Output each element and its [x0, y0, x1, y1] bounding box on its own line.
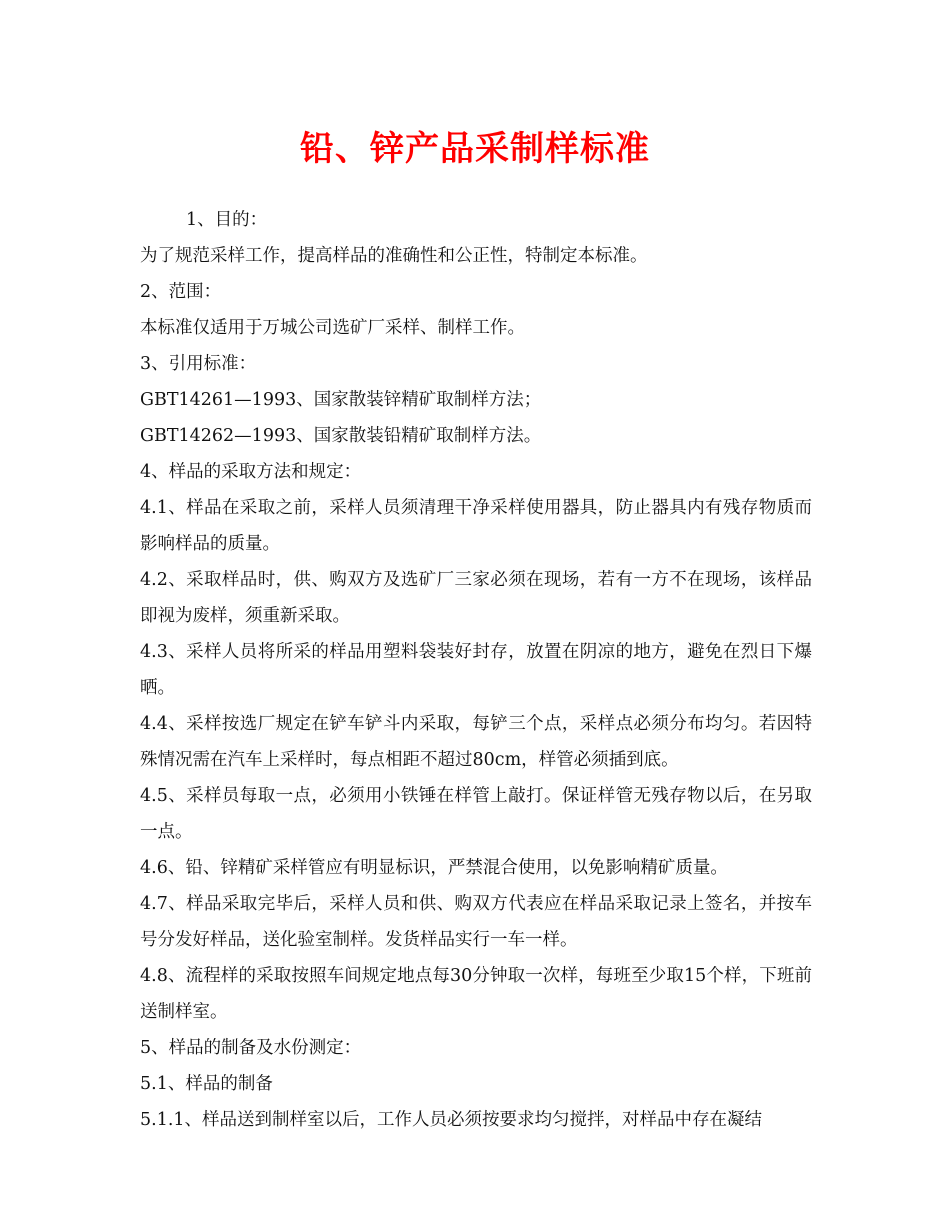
clause-5-1-1: 5.1.1、样品送到制样室以后，工作人员必须按要求均匀搅拌，对样品中存在凝结: [140, 1110, 763, 1130]
clause-4-2: 4.2、采取样品时，供、购双方及选矿厂三家必须在现场，若有一方不在现场，该样品即视为废样，须重新采取。: [140, 570, 812, 626]
clause-4-7: 4.7、样品采取完毕后，采样人员和供、购双方代表应在样品采取记录上签名，并按车号分发好样品，送化验室制样。发货样品实行一车一样。: [140, 894, 812, 950]
clause-4-4: 4.4、采样按选厂规定在铲车铲斗内采取，每铲三个点，采样点必须分布均匀。若因特殊情况需在汽车上采样时，每点相距不超过80cm，样管必须插到底。: [140, 714, 812, 770]
reference-item: GBT14262—1993、国家散装铅精矿取制样方法。: [140, 426, 542, 446]
paragraph: 本标准仅适用于万城公司选矿厂采样、制样工作。: [140, 318, 525, 338]
clause-4-1: 4.1、样品在采取之前，采样人员须清理干净采样使用器具，防止器具内有残存物质而影响样品的质量。: [140, 498, 812, 554]
section-heading-preparation: 5、样品的制备及水份测定：: [140, 1038, 362, 1058]
clause-4-6: 4.6、铅、锌精矿采样管应有明显标识，严禁混合使用，以免影响精矿质量。: [140, 858, 728, 878]
reference-item: GBT14261—1993、国家散装锌精矿取制样方法；: [140, 390, 542, 410]
section-heading-scope: 2、范围：: [140, 282, 222, 302]
clause-4-3: 4.3、采样人员将所采的样品用塑料袋装好封存，放置在阴凉的地方，避免在烈日下爆晒。: [140, 642, 812, 698]
clause-4-5: 4.5、采样员每取一点，必须用小铁锤在样管上敲打。保证样管无残存物以后，在另取一点。: [140, 786, 812, 842]
section-heading-references: 3、引用标准：: [140, 354, 257, 374]
document-body: [140, 202, 812, 1138]
clause-4-8: 4.8、流程样的采取按照车间规定地点每30分钟取一次样，每班至少取15个样，下班前送制样室。: [140, 966, 812, 1022]
section-heading-purpose: 1、目的：: [186, 210, 268, 230]
section-heading-sampling: 4、样品的采取方法和规定：: [140, 462, 362, 482]
document-title: 铅、锌产品采制样标准: [300, 129, 650, 169]
paragraph: 为了规范采样工作，提高样品的准确性和公正性，特制定本标准。: [140, 246, 648, 266]
clause-5-1: 5.1、样品的制备: [140, 1074, 273, 1094]
